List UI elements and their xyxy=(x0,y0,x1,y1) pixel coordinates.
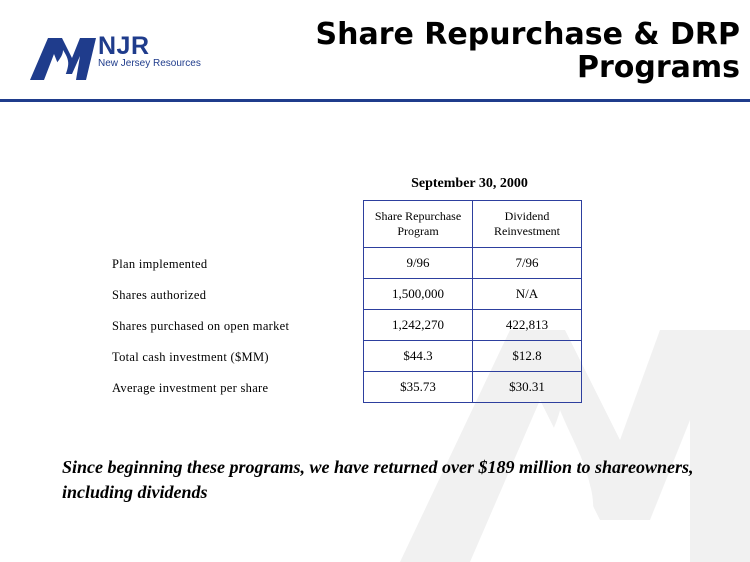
column-header-dividend-reinvestment xyxy=(473,201,582,248)
table-header-row xyxy=(364,201,582,248)
table-cell: N/A xyxy=(473,279,582,310)
slide-title xyxy=(316,18,741,84)
table-cell: 9/96 xyxy=(364,248,473,279)
logo-name: NJR xyxy=(98,32,150,60)
row-label-total-cash-investment: Total cash investment ($MM) xyxy=(112,350,269,364)
row-label-shares-purchased: Shares purchased on open market xyxy=(112,319,290,333)
column-header-line: Share Repurchase xyxy=(374,209,462,223)
header-divider xyxy=(0,99,750,102)
table-cell: 1,242,270 xyxy=(364,310,473,341)
table-row xyxy=(364,248,582,279)
logo-tagline: New Jersey Resources xyxy=(98,58,201,69)
table-date-heading: September 30, 2000 xyxy=(411,176,528,191)
table-cell: $35.73 xyxy=(364,372,473,403)
table-cell: $30.31 xyxy=(473,372,582,403)
row-labels xyxy=(112,249,289,404)
column-header-line: Reinvestment xyxy=(494,224,560,238)
row-label-average-investment: Average investment per share xyxy=(112,381,269,395)
table-row xyxy=(364,310,582,341)
slide-title-line1: Share Repurchase & DRP xyxy=(315,17,740,52)
column-header-line: Program xyxy=(397,224,439,238)
table-row xyxy=(364,279,582,310)
table-row xyxy=(364,372,582,403)
table-row xyxy=(364,341,582,372)
njr-logo xyxy=(30,30,230,82)
column-header-share-repurchase xyxy=(364,201,473,248)
table-cell: $12.8 xyxy=(473,341,582,372)
summary-statement: Since beginning these programs, we have returned over $189 million to shareowners, including dividends xyxy=(62,457,694,502)
njr-flame-n-icon xyxy=(30,34,100,80)
table-cell: 1,500,000 xyxy=(364,279,473,310)
column-header-line: Dividend xyxy=(504,209,550,223)
row-label-shares-authorized: Shares authorized xyxy=(112,288,207,302)
programs-table xyxy=(363,200,582,403)
slide-title-line2: Programs xyxy=(576,50,740,85)
table-cell: 7/96 xyxy=(473,248,582,279)
row-label-plan-implemented: Plan implemented xyxy=(112,257,208,271)
table-cell: 422,813 xyxy=(473,310,582,341)
table-cell: $44.3 xyxy=(364,341,473,372)
